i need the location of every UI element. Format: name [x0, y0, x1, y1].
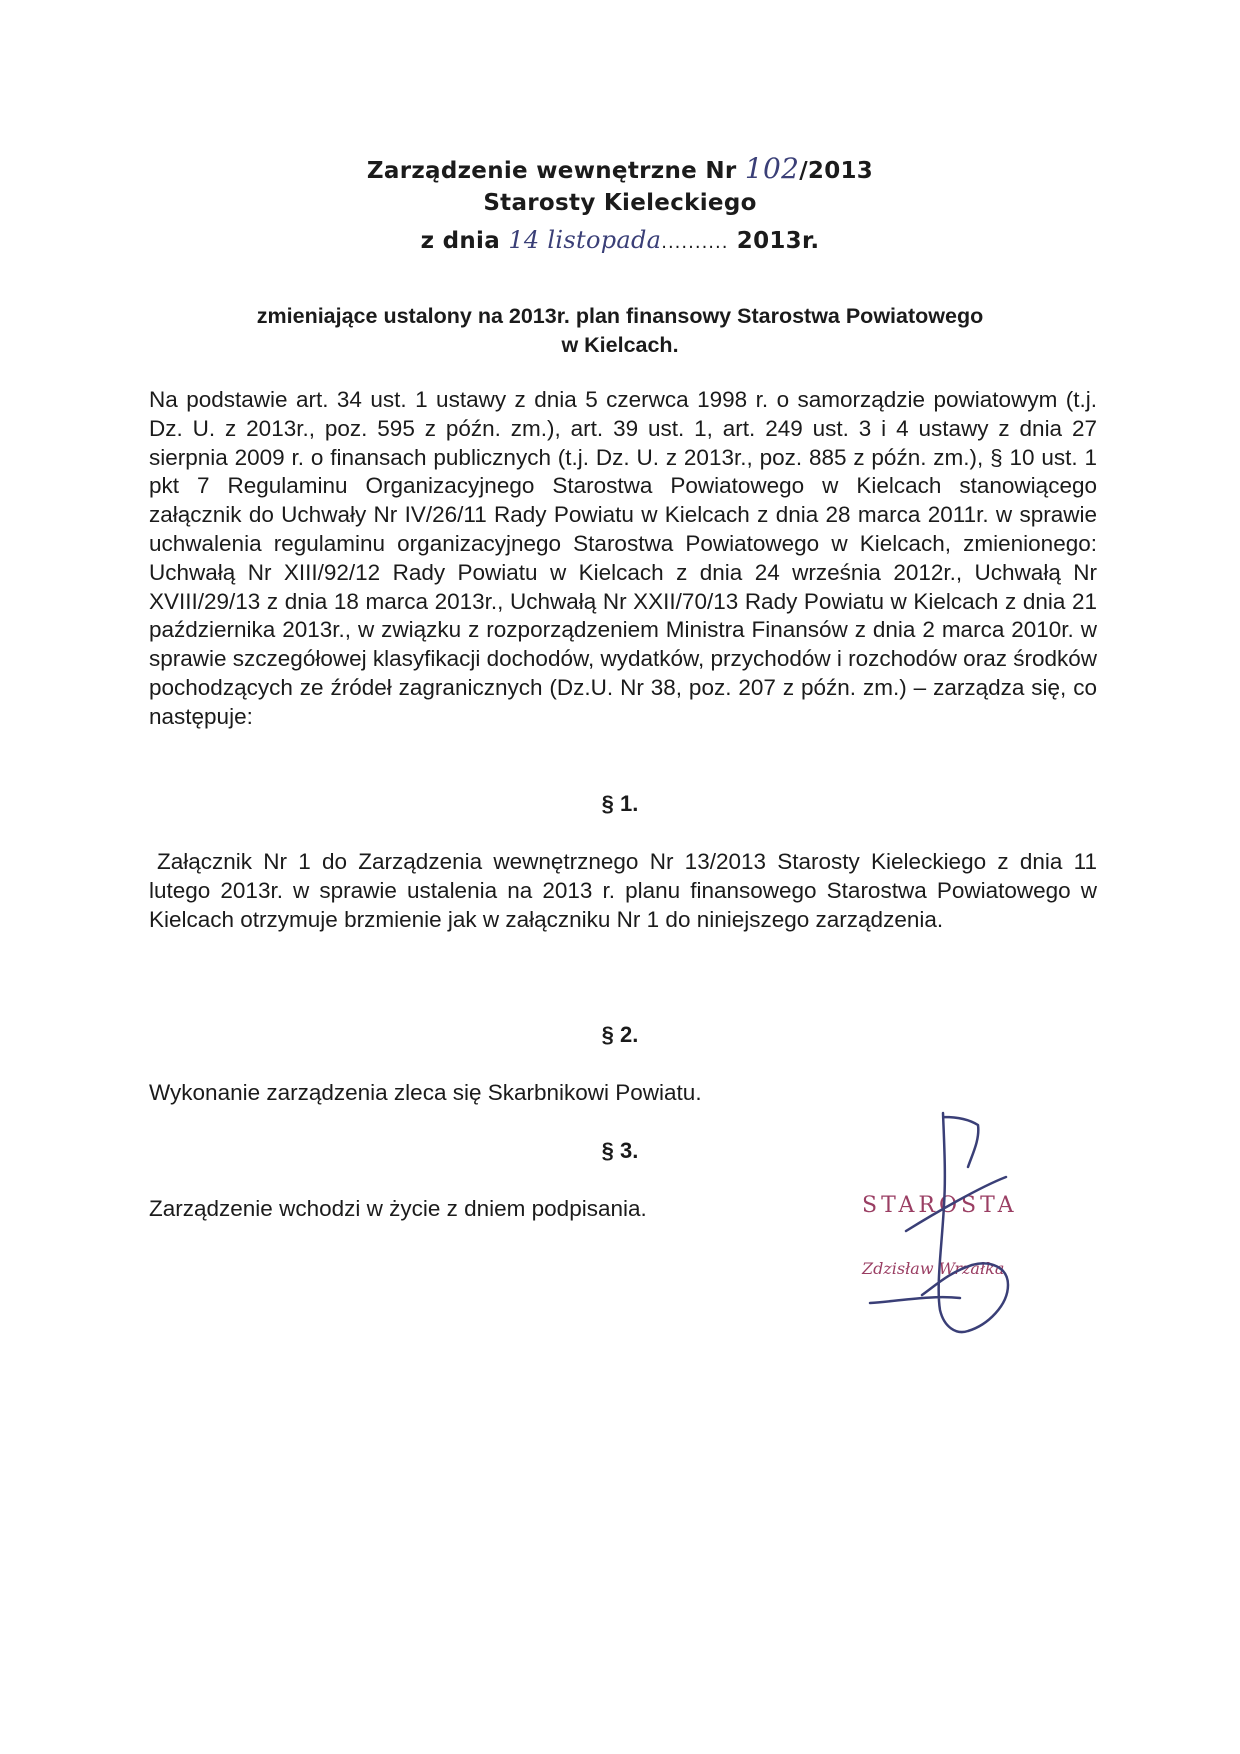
section-3-sign: § 3. — [601, 1138, 639, 1163]
section-3-text: Zarządzenie wchodzi w życie z dniem podpisania. — [149, 1196, 647, 1221]
document-date — [150, 226, 1090, 254]
handwritten-number: 102 — [744, 152, 800, 185]
section-1-text: Załącznik Nr 1 do Zarządzenia wewnętrznego Nr 13/2013 Starosty Kieleckiego z dnia 11 lutego 2013r. w sprawie ustalenia na 2013 r. planu finansowego Starostwa Powiatowego w Kielcach otrzymuje brzmienie jak w załączniku Nr 1 do niniejszego zarządzenia. — [149, 849, 1097, 932]
date-suffix: 2013r. — [736, 228, 820, 254]
handwritten-signature — [840, 1095, 1100, 1355]
subject-line-2: w Kielcach. — [561, 333, 679, 357]
section-1-sign: § 1. — [601, 791, 639, 816]
date-prefix: z dnia — [420, 228, 501, 254]
handwritten-date: 14 listopada — [508, 226, 662, 254]
document-title — [150, 152, 1090, 185]
section-2-text: Wykonanie zarządzenia zleca się Skarbnikowi Powiatu. — [149, 1080, 702, 1105]
document-subject — [150, 302, 1090, 360]
stamp-title: STAROSTA — [862, 1193, 1018, 1218]
subject-line-1: zmieniające ustalony na 2013r. plan finansowy Starostwa Powiatowego — [256, 304, 984, 328]
stamp-name: Zdzisław Wrzałka — [862, 1259, 1005, 1278]
date-dots: .......... — [661, 232, 729, 253]
document-subtitle: Starosty Kieleckiego — [483, 190, 757, 216]
title-suffix: /2013 — [799, 158, 874, 184]
preamble-paragraph: Na podstawie art. 34 ust. 1 ustawy z dnia 5 czerwca 1998 r. o samorządzie powiatowym (t.j. Dz. U. z 2013r., poz. 595 z późn. zm.), art. 39 ust. 1, art. 249 ust. 3 i 4 ustawy z dnia 27 sierpnia 2009 r. o finansach publicznych (t.j. Dz. U. z 2013r., poz. 885 z późn. zm.), § 10 ust. 1 pkt 7 Regulaminu Organizacyjnego Starostwa Powiatowego w Kielcach stanowiącego załącznik do Uchwały Nr IV/26/11 Rady Powiatu w Kielcach z dnia 28 marca 2011r. w sprawie uchwalenia regulaminu organizacyjnego Starostwa Powiatowego w Kielcach, zmienionego: Uchwałą Nr XIII/92/12 Rady Powiatu w Kielcach z dnia 24 września 2012r., Uchwałą Nr XVIII/29/13 z dnia 18 marca 2013r., Uchwałą Nr XXII/70/13 Rady Powiatu w Kielcach z dnia 21 października 2013r., w związku z rozporządzeniem Ministra Finansów z dnia 2 marca 2010r. w sprawie szczegółowej klasyfikacji dochodów, wydatków, przychodów i rozchodów oraz środków pochodzących ze źródeł zagranicznych (Dz.U. Nr 38, poz. 207 z późn. zm.) – zarządza się, co następuje: — [149, 387, 1097, 729]
title-prefix: Zarządzenie wewnętrzne Nr — [366, 158, 737, 184]
section-2-sign: § 2. — [601, 1022, 639, 1047]
starosta-stamp — [840, 1095, 1100, 1355]
